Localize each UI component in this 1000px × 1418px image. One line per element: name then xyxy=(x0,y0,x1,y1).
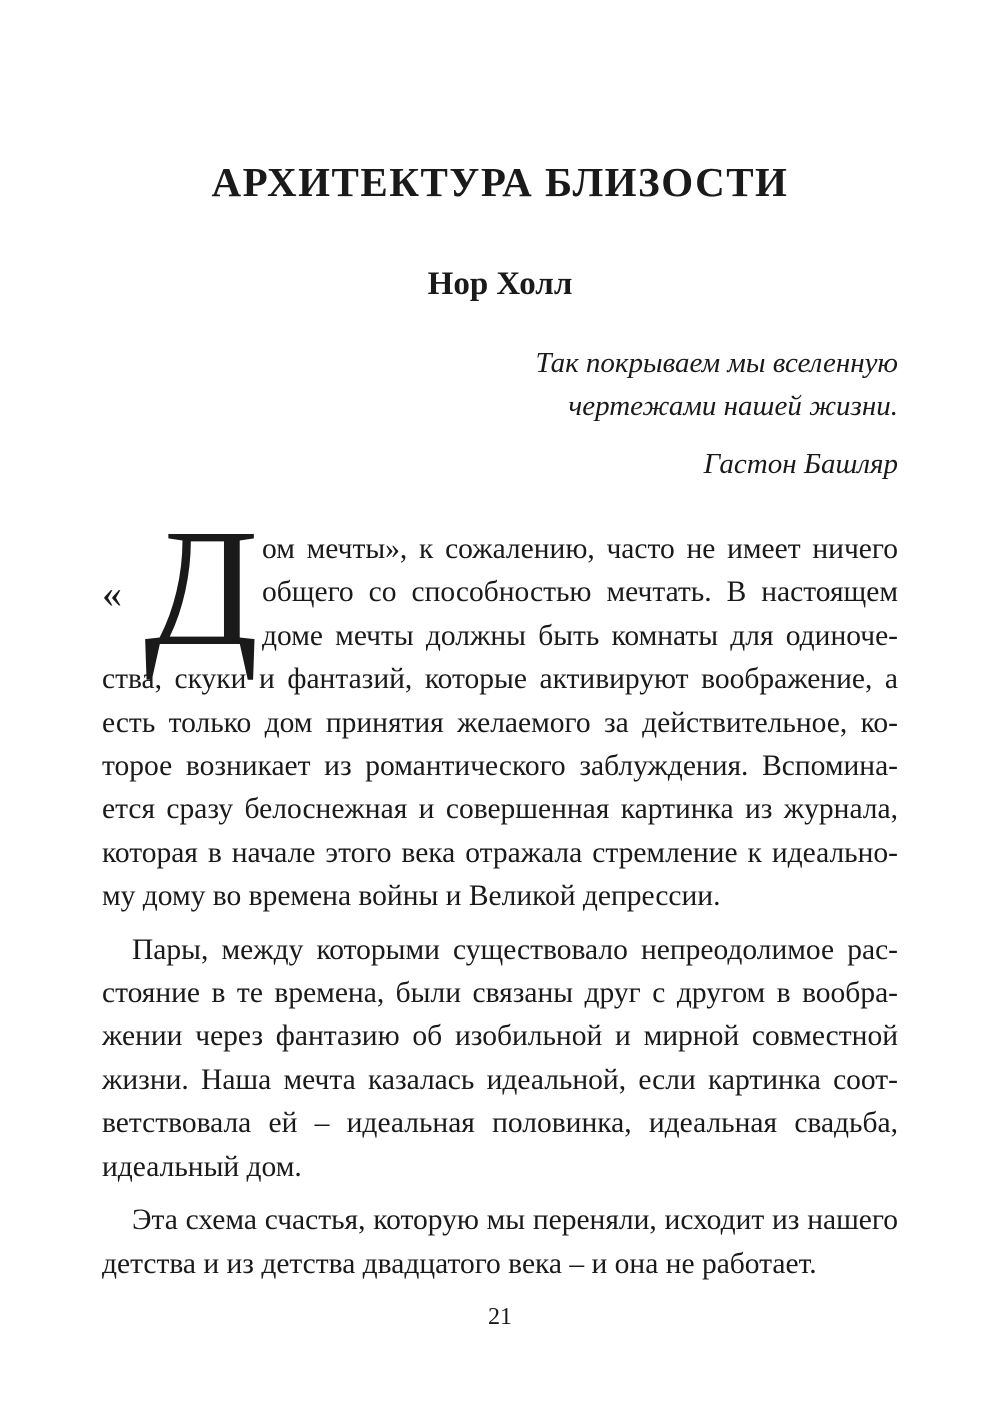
paragraph-2: Пары, между которыми существовало непреодолимое расстояние в те времена, были связаны друг с другом в воображении через фантазию об изобильной и мирной совместной жизни. Наша мечта казалась идеальной, если картинка соответствовала ей – идеальная половинка, идеальная свадьба, идеальный дом. xyxy=(102,933,898,1183)
drop-cap-quote: « xyxy=(102,571,122,616)
drop-cap-letter: Д xyxy=(144,495,259,681)
page-number: 21 xyxy=(488,1304,512,1330)
epigraph-line-1: Так покрываем мы вселенную xyxy=(535,347,898,379)
paragraph-1 xyxy=(102,495,898,919)
paragraph-3: Эта схема счастья, которую мы переняли, исходит из нашего детства и из детства двадцатого века – и она не работает. xyxy=(102,1204,898,1280)
chapter-title: АРХИТЕКТУРА БЛИЗОСТИ xyxy=(211,159,789,205)
drop-cap xyxy=(102,495,259,681)
paragraph-1-text: ом мечты», к сожалению, часто не имеет ничего общего со способностью мечтать. В настоящем доме мечты должны быть комнаты для одиночества, скуки и фантазий, которые активируют воображение, а есть только дом принятия желаемого за действительное, которое возникает из романтического заблуждения. Вспоминается сразу белоснежная и совершенная картинка из журнала, которая в начале этого века отражала стремление к идеальному дому во времена войны и Великой депрессии. xyxy=(102,533,898,913)
epigraph-source: Гастон Башляр xyxy=(703,448,898,480)
epigraph xyxy=(298,342,898,486)
body-text xyxy=(102,495,898,1286)
chapter-author: Нор Холл xyxy=(427,266,573,302)
epigraph-line-2: чертежами нашей жизни. xyxy=(568,390,898,422)
